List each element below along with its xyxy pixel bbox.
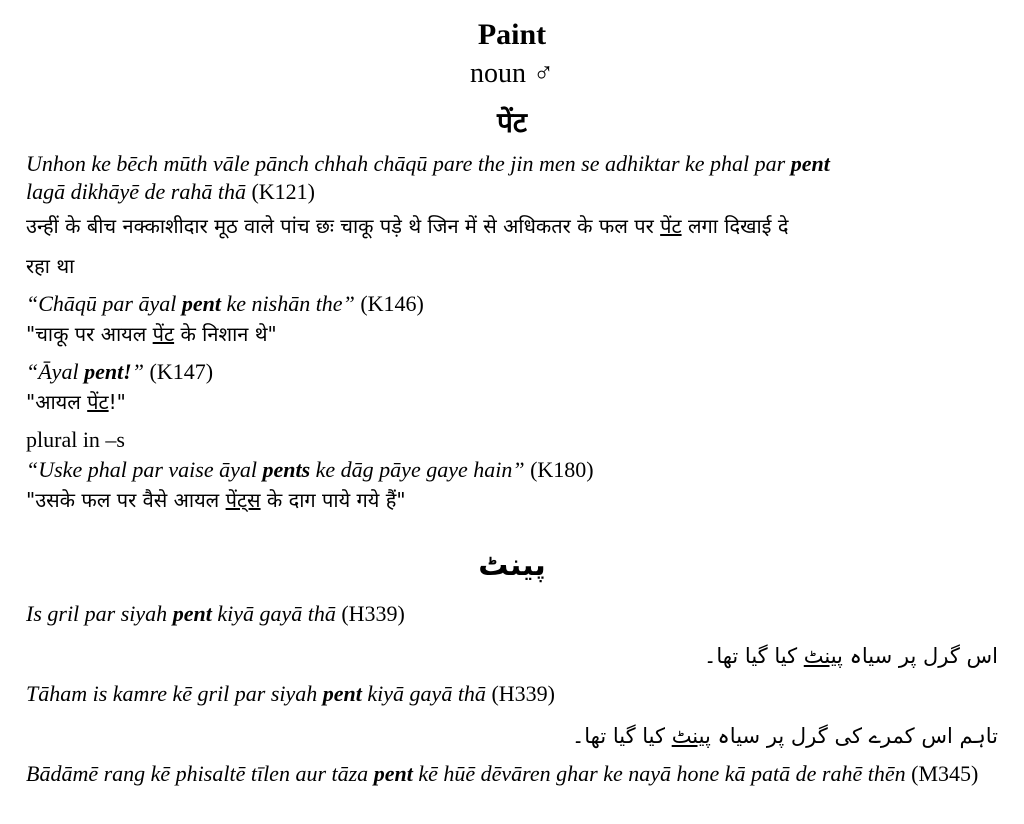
example-2-translit: “Chāqū par āyal pent ke nishān the” (K146) bbox=[26, 291, 424, 316]
example-1-translit: Unhon ke bēch mūth vāle pānch chhah chāqū pare the jin men se adhiktar ke phal par pent lagā dikhāyē de rahā thā (K121) bbox=[26, 151, 830, 204]
example-3-hindi: "आयल पेंट!" bbox=[26, 390, 126, 414]
example-1-hindi: उन्हीं के बीच नक्काशीदार मूठ वाले पांच छः चाकू पड़े थे जिन में से अधिकतर के फल पर पेंट लगा दिखाई दे bbox=[26, 214, 789, 238]
plural-note: plural in –s bbox=[26, 427, 125, 452]
example-2-hindi: "चाकू पर आयल पेंट के निशान थे" bbox=[26, 322, 277, 346]
headword: Paint bbox=[477, 18, 547, 51]
plural-example-hindi: "उसके फल पर वैसे आयल पेंट्स के दाग पाये गये हैं" bbox=[26, 488, 406, 512]
urdu-example-2-translit: Tāham is kamre kē gril par siyah pent kiyā gayā thā (H339) bbox=[26, 681, 555, 706]
urdu-example-1-translit: Is gril par siyah pent kiyā gayā thā (H339) bbox=[26, 601, 405, 626]
part-of-speech: noun ♂ bbox=[470, 58, 554, 89]
plural-example-translit: “Uske phal par vaise āyal pents ke dāg pāye gaye hain” (K180) bbox=[26, 457, 594, 482]
urdu-example-2-urdu: تاہم اس کمرے کی گرل پر سیاہ پینٹ کیا گیا تھا۔ bbox=[571, 724, 998, 748]
hindi-headword: पेंट bbox=[496, 106, 528, 139]
urdu-example-1-urdu: اس گرل پر سیاہ پینٹ کیا گیا تھا۔ bbox=[704, 644, 998, 668]
example-1-hindi-cont: रहा था bbox=[26, 254, 75, 278]
urdu-example-3-translit: Bādāmē rang kē phisaltē tīlen aur tāza pent kē hūē dēvāren ghar ke nayā hone kā patā de rahē thēn (M345) bbox=[26, 761, 979, 786]
example-3-translit: “Āyal pent!” (K147) bbox=[26, 359, 214, 384]
urdu-headword: پینٹ bbox=[478, 548, 546, 583]
